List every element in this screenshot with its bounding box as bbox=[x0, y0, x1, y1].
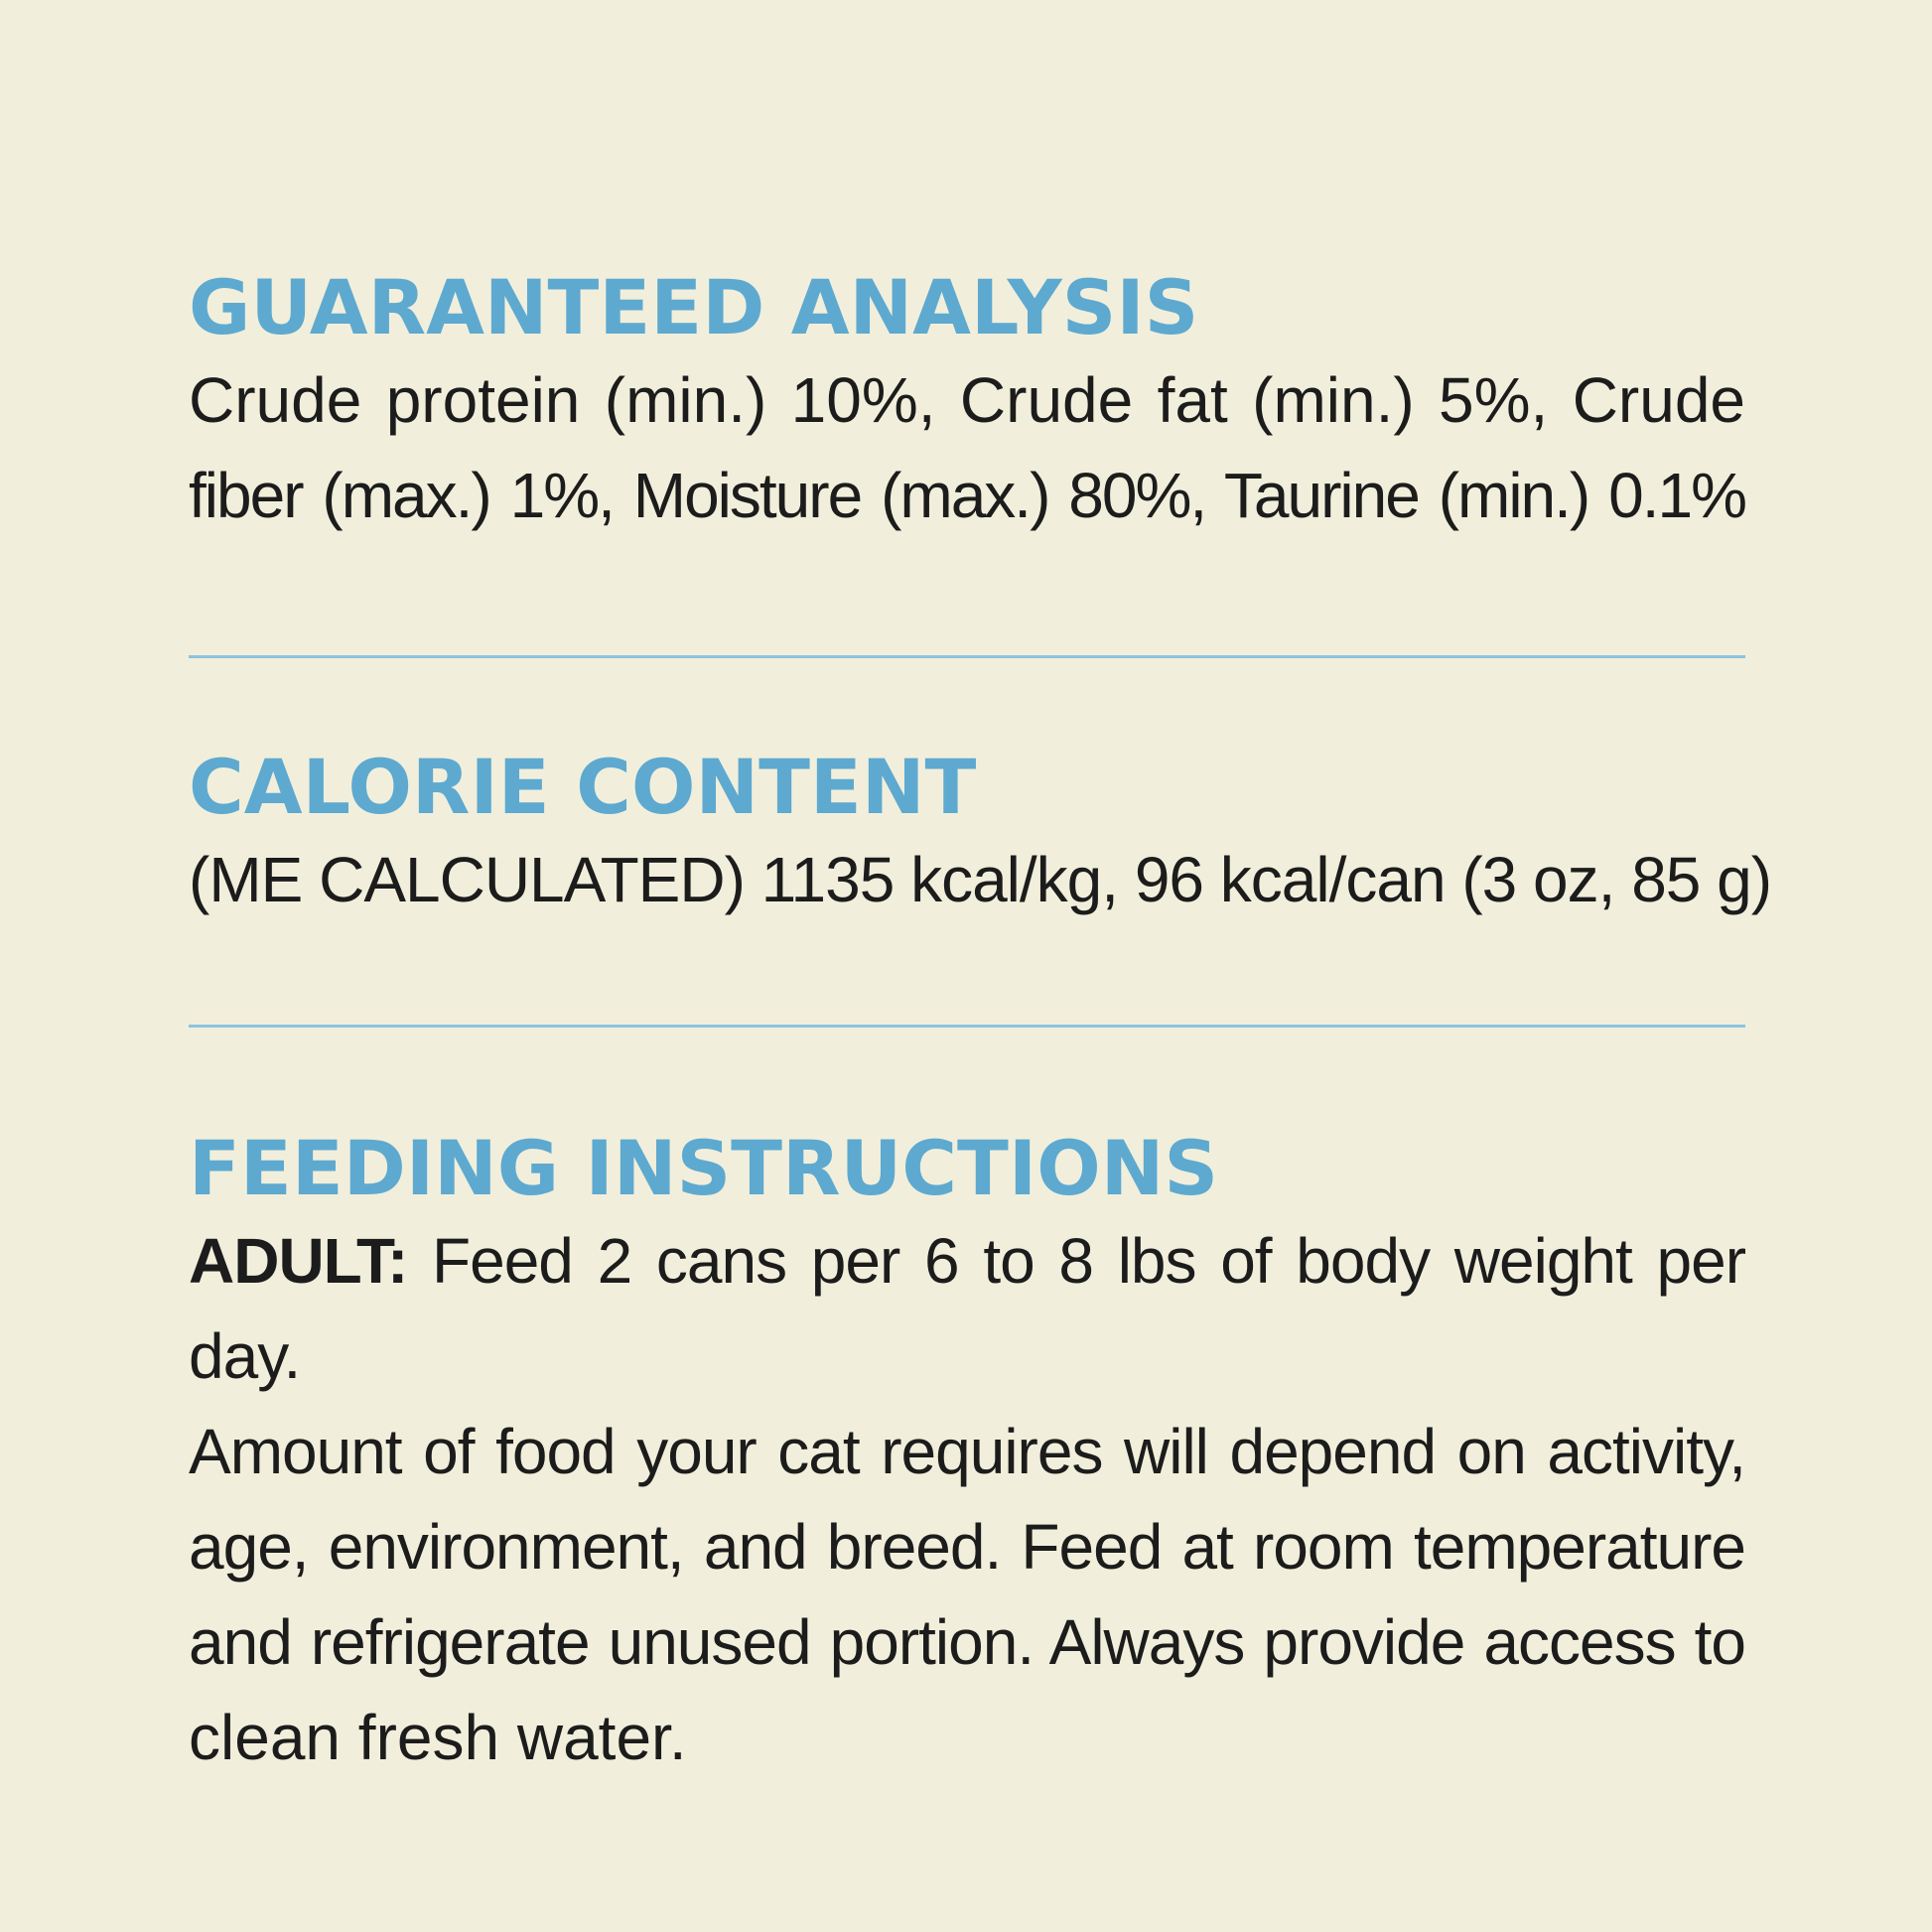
nutrition-panel bbox=[189, 0, 1772, 1932]
calorie-content-section bbox=[189, 743, 1772, 927]
feeding-instructions-section bbox=[189, 1124, 1745, 1785]
adult-label: ADULT: bbox=[189, 1225, 408, 1297]
feeding-instructions-heading: FEEDING INSTRUCTIONS bbox=[189, 1124, 1219, 1212]
feeding-line-3: age, environment, and breed. Feed at room temperature bbox=[189, 1511, 1745, 1583]
feeding-line-1-text: Feed 2 cans per 6 to 8 lbs of body weight per day. bbox=[189, 1225, 1745, 1392]
feeding-line-5: clean fresh water. bbox=[189, 1702, 687, 1773]
calorie-content-heading: CALORIE CONTENT bbox=[189, 743, 977, 831]
guaranteed-analysis-line-1: Crude protein (min.) 10%, Crude fat (min.) 5%, Crude bbox=[189, 364, 1745, 436]
calorie-content-text: (ME CALCULATED) 1135 kcal/kg, 96 kcal/can (3 oz, 85 g) bbox=[189, 844, 1772, 915]
guaranteed-analysis-section bbox=[189, 263, 1745, 543]
feeding-line-2: Amount of food your cat requires will depend on activity, bbox=[189, 1416, 1745, 1487]
feeding-line-4: and refrigerate unused portion. Always provide access to bbox=[189, 1606, 1745, 1678]
guaranteed-analysis-heading: GUARANTEED ANALYSIS bbox=[189, 263, 1199, 351]
divider-2 bbox=[189, 1025, 1745, 1028]
divider-1 bbox=[189, 655, 1745, 658]
guaranteed-analysis-line-2: fiber (max.) 1%, Moisture (max.) 80%, Taurine (min.) 0.1% bbox=[189, 460, 1745, 531]
feeding-line-1 bbox=[189, 1213, 1745, 1404]
